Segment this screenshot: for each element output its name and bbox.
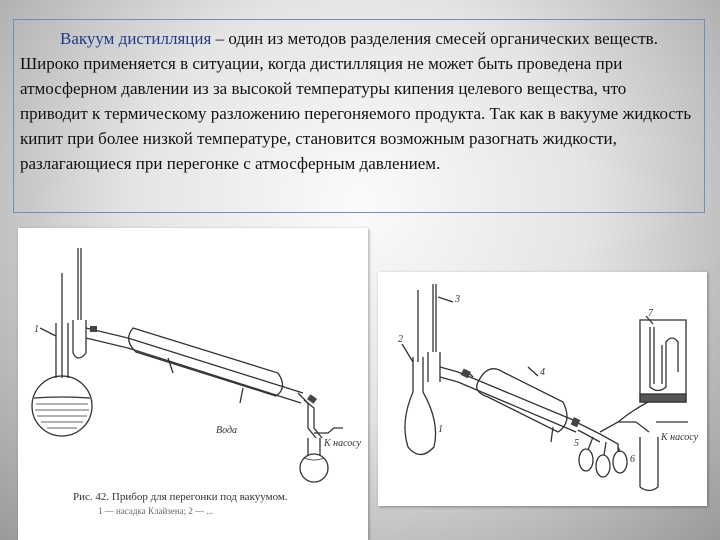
figure-right-label-7: 7 <box>648 308 653 319</box>
figure-right-label-pump: К насосу <box>661 432 699 443</box>
figure-right-label-6: 6 <box>630 454 635 465</box>
paragraph-text: – один из методов разделения смесей органических веществ. Широко применяется в ситуации, когда дистилляция не может быть проведена при атмосферном давлении из за высокой температуры кипения целевого вещества, что приводит к термическому разложению перегоняемого продукта. Так как в вакууме жидкость кипит при более низкой температуре, становится возможным разогнать жидкости, разлагающиеся при перегонке с атмосферным давлением. <box>20 29 692 173</box>
figure-left-label-1: 1 <box>34 324 39 335</box>
apparatus-drawing-left <box>18 228 368 540</box>
term-vacuum-distillation: Вакуум дистилляция <box>60 29 212 48</box>
paragraph <box>20 26 696 176</box>
figure-left-apparatus <box>18 228 368 540</box>
figure-left-label-water: Вода <box>216 425 238 436</box>
figure-right-label-2: 2 <box>398 334 403 345</box>
figure-left-label-pump: К насосу <box>324 438 362 449</box>
figure-right-label-5: 5 <box>574 438 579 449</box>
figure-right-apparatus <box>378 272 707 506</box>
figure-right-label-4: 4 <box>540 367 545 378</box>
figure-left-caption: Рис. 42. Прибор для перегонки под вакуумом. <box>73 491 288 503</box>
text-box <box>13 19 705 213</box>
figure-left-caption-sub: 1 — насадка Клайзена; 2 — ... <box>98 506 214 516</box>
apparatus-drawing-right <box>378 272 707 506</box>
figure-right-label-3: 3 <box>455 294 460 305</box>
figure-right-label-1: 1 <box>438 424 443 435</box>
